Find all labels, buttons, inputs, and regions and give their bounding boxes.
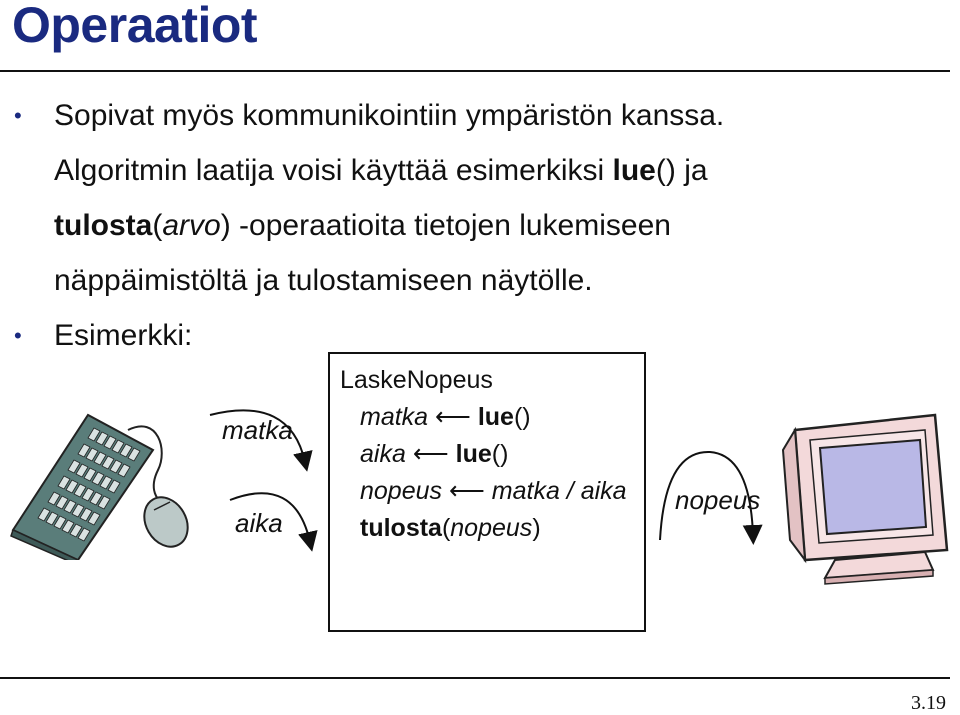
bullet-line <box>54 198 944 253</box>
algorithm-step <box>340 473 644 510</box>
algorithm-step <box>340 399 644 436</box>
step-var: matka <box>360 403 429 431</box>
text: () <box>491 440 509 468</box>
text: ) <box>532 514 541 542</box>
text: ( <box>152 209 163 242</box>
algorithm-output <box>340 510 644 547</box>
title-divider <box>0 70 950 72</box>
bullet-item <box>14 88 944 308</box>
keyboard-mouse-icon <box>8 410 208 560</box>
step-expr: matka / aika <box>491 477 627 505</box>
algorithm-step <box>340 436 644 473</box>
output-arg: nopeus <box>450 514 533 542</box>
keyword-tulosta: tulosta <box>360 514 442 542</box>
footer-divider <box>0 677 950 679</box>
text: Algoritmin laatija voisi käyttää esimerkiksi <box>54 154 613 187</box>
algorithm-name: LaskeNopeus <box>340 366 493 394</box>
bullet-list <box>14 88 944 363</box>
bullet-line: Sopivat myös kommunikointiin ympäristön kanssa. <box>54 99 725 132</box>
bullet-line: Esimerkki: <box>54 319 193 352</box>
param-arvo: arvo <box>162 209 221 242</box>
keyword-lue: lue <box>477 403 514 431</box>
keyword-lue: lue <box>612 154 656 187</box>
text: () ja <box>655 154 708 187</box>
slide-title: Operaatiot <box>12 0 258 53</box>
flow-label-matka: matka <box>222 415 293 445</box>
assign-arrow-icon: ⟵ <box>412 440 449 468</box>
bullet-line: näppäimistöltä ja tulostamiseen näytölle. <box>54 264 593 297</box>
step-var: nopeus <box>360 477 443 505</box>
assign-arrow-icon: ⟵ <box>448 477 485 505</box>
flow-label-aika: aika <box>235 508 283 538</box>
keyword-tulosta: tulosta <box>54 209 153 242</box>
page-number: 3.19 <box>911 692 946 714</box>
assign-arrow-icon: ⟵ <box>435 403 471 431</box>
text: ) -operaatioita tietojen lukemiseen <box>220 209 671 242</box>
bullet-line <box>54 143 944 198</box>
text: ( <box>441 514 451 542</box>
algorithm-box <box>328 352 646 632</box>
monitor-icon <box>775 410 955 590</box>
text: () <box>513 403 531 431</box>
flow-label-nopeus: nopeus <box>675 485 761 515</box>
bullet-dot-icon: • <box>14 323 22 348</box>
bullet-dot-icon: • <box>14 103 22 128</box>
keyword-lue: lue <box>455 440 492 468</box>
step-var: aika <box>360 440 406 468</box>
